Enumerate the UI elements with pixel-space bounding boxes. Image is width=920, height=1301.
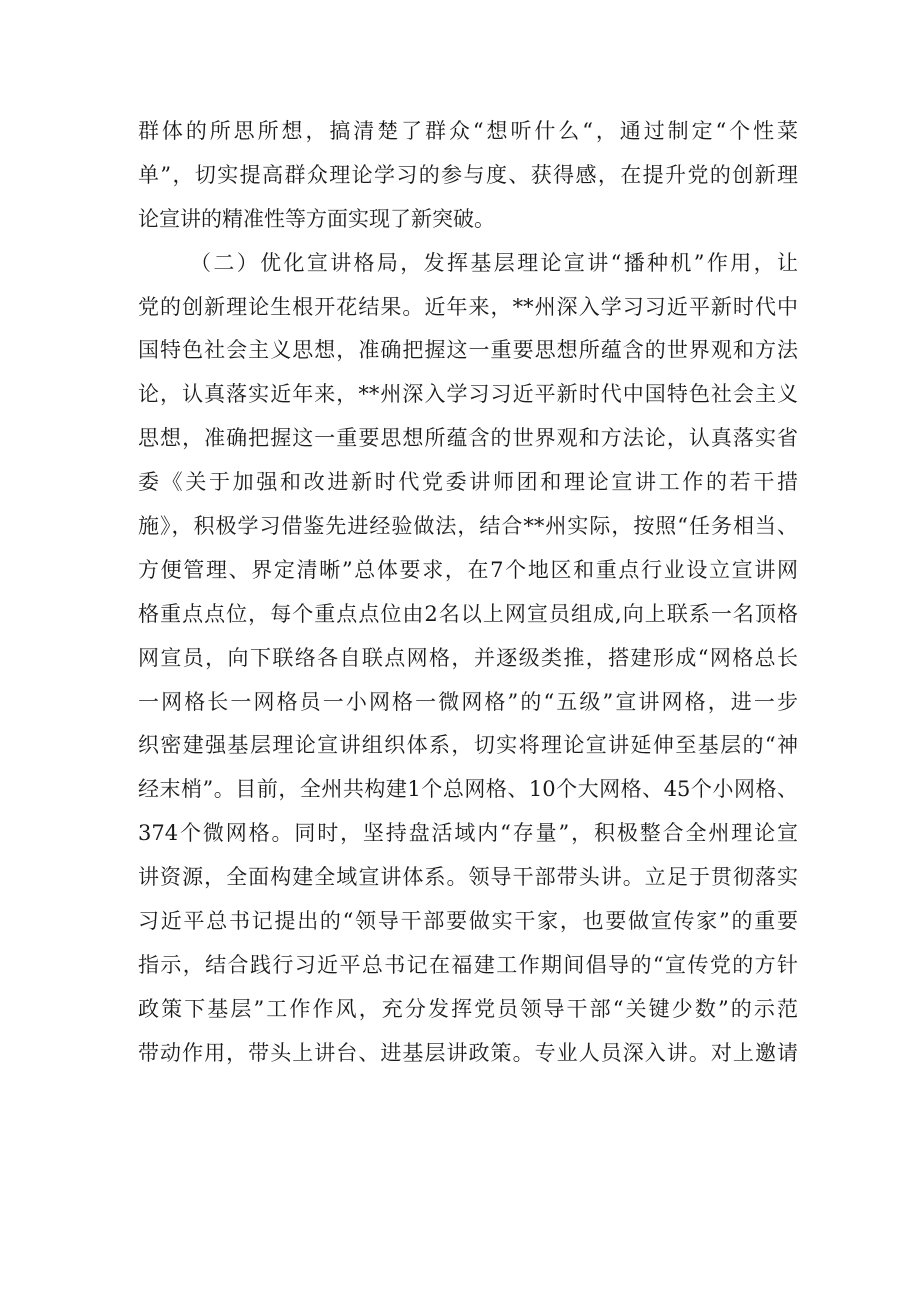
text-line: 网宣员，向下联络各自联点网格，并逐级类推，搭建形成“网格总长 <box>138 645 798 670</box>
text-line: 织密建强基层理论宣讲组织体系，切实将理论宣讲延伸至基层的“神 <box>138 733 798 758</box>
text-line: 委《关于加强和改进新时代党委讲师团和理论宣讲工作的若干措 <box>138 470 798 495</box>
body-text <box>138 110 798 1076</box>
text-line: 374个微网格。同时，坚持盘活域内“存量”，积极整合全州理论宣 <box>138 821 798 846</box>
text-line: 思想，准确把握这一重要思想所蕴含的世界观和方法论，认真落实省 <box>138 426 798 451</box>
text-line: 国特色社会主义思想，准确把握这一重要思想所蕴含的世界观和方法 <box>138 338 798 363</box>
text-line: 讲资源，全面构建全域宣讲体系。领导干部带头讲。立足于贯彻落实 <box>138 865 798 890</box>
text-line: 指示，结合践行习近平总书记在福建工作期间倡导的“宣传党的方针 <box>138 952 798 977</box>
text-line: 格重点点位，每个重点点位由2名以上网宣员组成,向上联系一名顶格 <box>138 601 798 626</box>
text-line: 论，认真落实近年来，**州深入学习习近平新时代中国特色社会主义 <box>138 382 798 407</box>
text-line: 党的创新理论生根开花结果。近年来，**州深入学习习近平新时代中 <box>138 294 798 319</box>
text-line: 习近平总书记提出的“领导干部要做实干家，也要做宣传家”的重要 <box>138 909 798 934</box>
text-line: 一网格长一网格员一小网格一微网格”的“五级”宣讲网格，进一步 <box>138 689 798 714</box>
section-heading-line: （二）优化宣讲格局，发挥基层理论宣讲“播种机”作用，让 <box>190 250 798 275</box>
text-line: 群体的所思所想，搞清楚了群众“想听什么“，通过制定“个性菜 <box>138 119 798 143</box>
text-line: 带动作用，带头上讲台、进基层讲政策。专业人员深入讲。对上邀请 <box>138 1040 798 1065</box>
text-line: 政策下基层”工作作风，充分发挥党员领导干部“关键少数”的示范 <box>138 996 798 1021</box>
text-line: 施》，积极学习借鉴先进经验做法，结合**州实际，按照“任务相当、 <box>138 514 798 539</box>
text-line: 经末梢”。目前，全州共构建1个总网格、10个大网格、45个小网格、 <box>138 777 798 802</box>
text-line: 论宣讲的精准性等方面实现了新突破。 <box>138 206 495 231</box>
text-line: 单”，切实提高群众理论学习的参与度、获得感，在提升党的创新理 <box>138 162 798 187</box>
text-line: 方便管理、界定清晰”总体要求，在7个地区和重点行业设立宣讲网 <box>138 557 798 582</box>
